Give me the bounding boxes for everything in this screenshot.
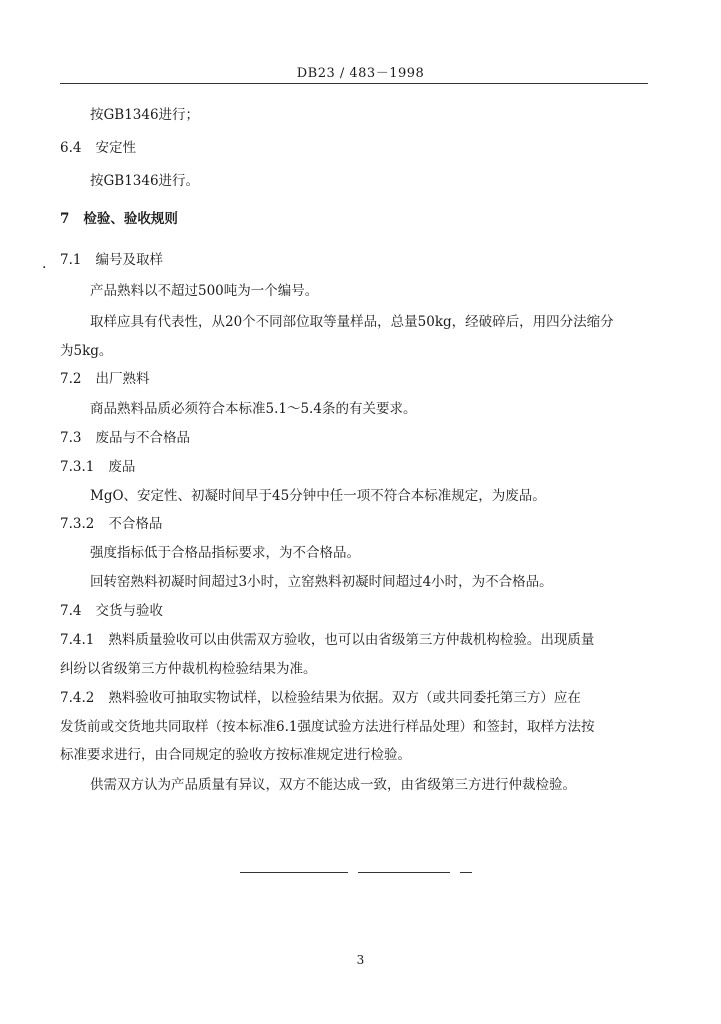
section-7-3-heading xyxy=(60,429,190,447)
section-title: 安定性 xyxy=(95,140,136,156)
section-number: 7.3.1 xyxy=(60,459,95,475)
body-line: 为5kg。 xyxy=(60,343,113,359)
section-7-1-heading xyxy=(60,251,163,269)
section-number: 7.1 xyxy=(60,252,82,268)
section-title: 检验、验收规则 xyxy=(83,211,178,227)
section-number: 7.4 xyxy=(60,603,82,619)
section-number: 7.4.1 xyxy=(60,632,95,648)
section-number: 7 xyxy=(60,211,70,227)
body-line: MgO、安定性、初凝时间早于45分钟中任一项不符合本标准规定，为废品。 xyxy=(90,488,546,504)
section-7-2-heading xyxy=(60,370,149,388)
section-7-4-1-paragraph xyxy=(60,631,594,649)
section-number: 7.3 xyxy=(60,430,82,446)
body-line: 取样应具有代表性，从20个不同部位取等量样品，总量50kg，经破碎后，用四分法缩分 xyxy=(90,314,614,330)
paragraph-text: 熟料质量验收可以由供需双方验收，也可以由省级第三方仲裁机构检验。出现质量 xyxy=(108,632,595,648)
section-number: 7.3.2 xyxy=(60,516,95,532)
section-7-heading xyxy=(60,210,178,228)
body-line: 按GB1346进行； xyxy=(90,107,200,123)
section-number: 6.4 xyxy=(60,140,82,156)
section-title: 编号及取样 xyxy=(95,252,163,268)
paragraph-text: 熟料验收可抽取实物试样，以检验结果为依据。双方（或共同委托第三方）应在 xyxy=(108,690,581,706)
section-title: 出厂熟料 xyxy=(95,371,150,387)
body-line: 强度指标低于合格品指标要求，为不合格品。 xyxy=(90,545,360,561)
section-title: 废品 xyxy=(108,459,136,475)
section-title: 废品与不合格品 xyxy=(95,430,190,446)
page-number: 3 xyxy=(356,953,365,967)
section-7-4-heading xyxy=(60,602,163,620)
standard-code-header: DB23 / 483－1998 xyxy=(296,66,425,81)
section-title: 交货与验收 xyxy=(95,603,163,619)
body-line: 回转窑熟料初凝时间超过3小时，立窑熟料初凝时间超过4小时，为不合格品。 xyxy=(90,574,553,590)
header-rule xyxy=(60,83,648,84)
footer-rule-segment xyxy=(358,872,450,873)
section-7-4-2-paragraph xyxy=(60,689,581,707)
footer-rule-segment xyxy=(460,872,472,873)
body-line: 产品熟料以不超过500吨为一个编号。 xyxy=(90,283,319,299)
body-line: 商品熟料品质必须符合本标准5.1～5.4条的有关要求。 xyxy=(90,401,417,417)
section-7-3-1-heading xyxy=(60,458,135,476)
margin-mark: . xyxy=(42,256,47,272)
body-line: 纠纷以省级第三方仲裁机构检验结果为准。 xyxy=(60,661,317,677)
body-line: 供需双方认为产品质量有异议，双方不能达成一致，由省级第三方进行仲裁检验。 xyxy=(90,777,576,793)
section-title: 不合格品 xyxy=(108,516,163,532)
footer-rule-segment xyxy=(240,872,348,873)
body-line: 发货前或交货地共同取样（按本标准6.1强度试验方法进行样品处理）和签封，取样方法按 xyxy=(60,719,595,735)
body-line: 标准要求进行，由合同规定的验收方按标准规定进行检验。 xyxy=(60,747,411,763)
section-number: 7.4.2 xyxy=(60,690,95,706)
section-number: 7.2 xyxy=(60,371,82,387)
section-6-4-heading xyxy=(60,139,136,157)
section-7-3-2-heading xyxy=(60,515,162,533)
body-line: 按GB1346进行。 xyxy=(90,173,200,189)
